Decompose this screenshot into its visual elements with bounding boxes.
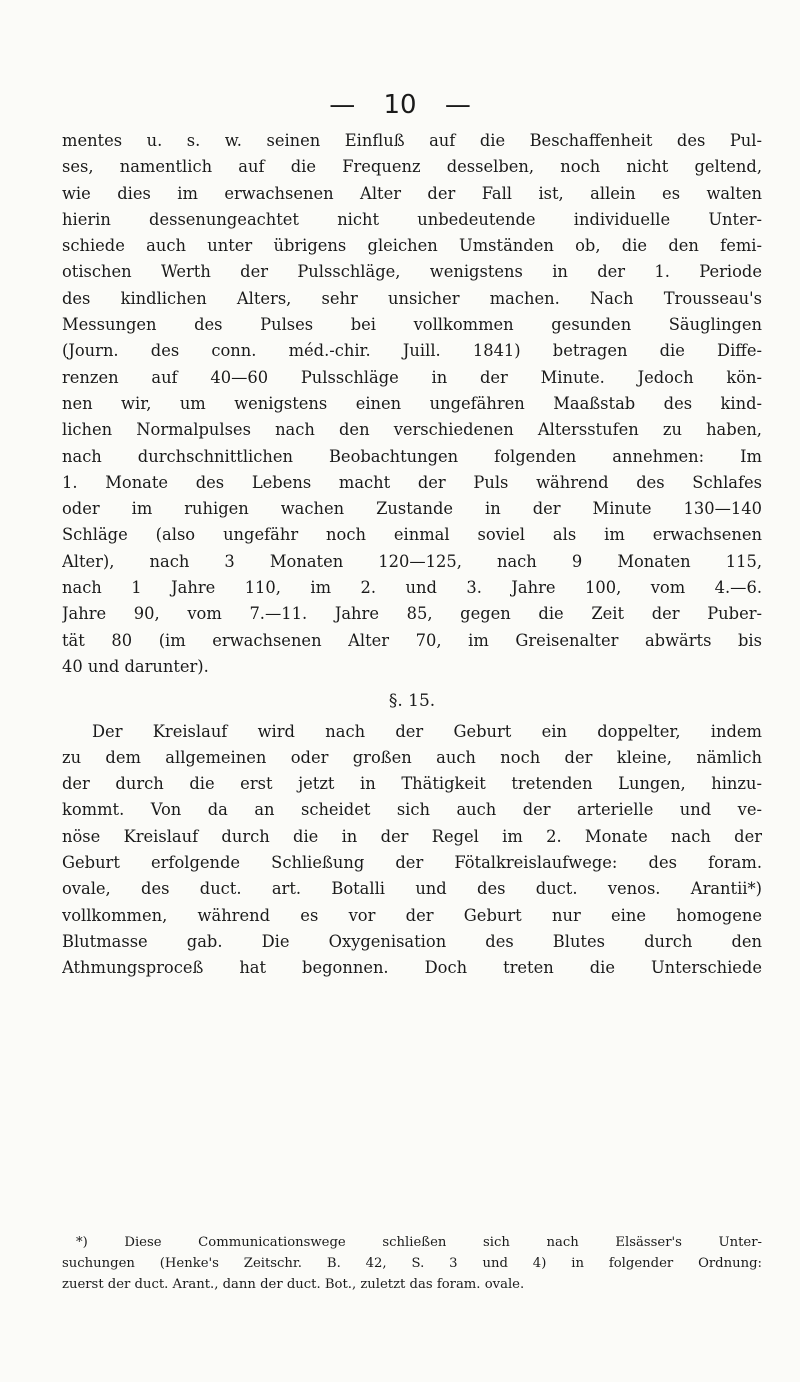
section-heading: §. 15. <box>388 691 436 712</box>
text-line: renzen auf 40—60 Pulsschläge in der Minute. Jedoch kön- <box>62 367 762 387</box>
page-header <box>0 90 800 120</box>
text-line: vollkommen, während es vor der Geburt nur eine homogene <box>62 905 762 925</box>
footnotes <box>62 1232 762 1295</box>
text-line: 1. Monate des Lebens macht der Puls während des Schlafes <box>62 472 762 492</box>
text-line: lichen Normalpulses nach den verschiedenen Altersstufen zu haben, <box>62 420 762 440</box>
text-line: zu dem allgemeinen oder großen auch noch der kleine, nämlich <box>62 747 762 767</box>
text-line: otischen Werth der Pulsschläge, wenigstens in der 1. Periode <box>62 262 762 282</box>
paragraph-1 <box>62 128 762 680</box>
footnote-line: suchungen (Henke's Zeitschr. B. 42, S. 3 und 4) in folgender Ordnung: <box>62 1256 762 1271</box>
text-line: (Journ. des conn. méd.-chir. Juill. 1841) betragen die Diffe- <box>62 341 762 361</box>
text-line: Jahre 90, vom 7.—11. Jahre 85, gegen die Zeit der Puber- <box>62 604 762 624</box>
text-line: Athmungsproceß hat begonnen. Doch treten die Unterschiede <box>62 958 762 978</box>
body-text <box>62 128 762 982</box>
text-line: Geburt erfolgende Schließung der Fötalkreislaufwege: des foram. <box>62 853 762 873</box>
header-dash-right: — <box>444 90 471 120</box>
text-line: Messungen des Pulses bei vollkommen gesunden Säuglingen <box>62 315 762 335</box>
text-line: Alter), nach 3 Monaten 120—125, nach 9 Monaten 115, <box>62 551 762 571</box>
text-line: Der Kreislauf wird nach der Geburt ein doppelter, indem <box>92 721 762 741</box>
text-line: ses, namentlich auf die Frequenz desselben, noch nicht geltend, <box>62 157 762 177</box>
footnote-line: zuerst der duct. Arant., dann der duct. Bot., zuletzt das foram. ovale. <box>62 1277 525 1292</box>
text-line: des kindlichen Alters, sehr unsicher machen. Nach Trousseau's <box>62 288 762 308</box>
text-line: nöse Kreislauf durch die in der Regel im 2. Monate nach der <box>62 826 762 846</box>
header-dash-left: — <box>329 90 356 120</box>
text-line: wie dies im erwachsenen Alter der Fall ist, allein es walten <box>62 183 762 203</box>
text-line: Schläge (also ungefähr noch einmal soviel als im erwachsenen <box>62 525 762 545</box>
paragraph-2 <box>62 719 762 982</box>
text-line: 40 und darunter). <box>62 656 209 676</box>
text-line: oder im ruhigen wachen Zustande in der Minute 130—140 <box>62 499 762 519</box>
text-line: schiede auch unter übrigens gleichen Umständen ob, die den femi- <box>62 236 762 256</box>
text-line: nach 1 Jahre 110, im 2. und 3. Jahre 100, vom 4.—6. <box>62 578 762 598</box>
page-number: 10 <box>383 90 417 120</box>
text-line: nach durchschnittlichen Beobachtungen folgenden annehmen: Im <box>62 446 762 466</box>
footnote-line: *) Diese Communicationswege schließen sich nach Elsässer's Unter- <box>76 1235 762 1250</box>
text-line: hierin dessenungeachtet nicht unbedeutende individuelle Unter- <box>62 209 762 229</box>
text-line: der durch die erst jetzt in Thätigkeit tretenden Lungen, hinzu- <box>62 774 762 794</box>
text-line: mentes u. s. w. seinen Einfluß auf die Beschaffenheit des Pul- <box>62 131 762 150</box>
text-line: Blutmasse gab. Die Oxygenisation des Blutes durch den <box>62 931 762 951</box>
text-line: tät 80 (im erwachsenen Alter 70, im Greisenalter abwärts bis <box>62 630 762 650</box>
text-line: ovale, des duct. art. Botalli und des duct. venos. Arantii*) <box>62 879 762 899</box>
text-line: kommt. Von da an scheidet sich auch der arterielle und ve- <box>62 800 762 820</box>
text-line: nen wir, um wenigstens einen ungefähren Maaßstab des kind- <box>62 393 762 413</box>
